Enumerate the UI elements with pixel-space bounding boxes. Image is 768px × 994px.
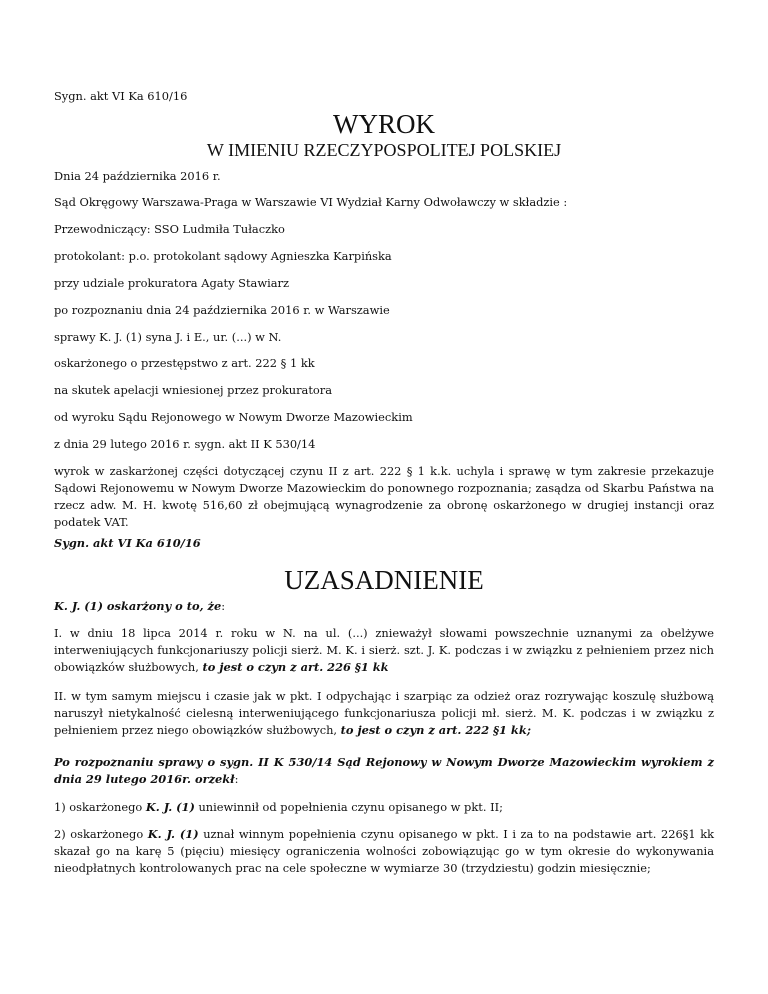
item-2-text: uznał winnym popełnienia czynu opisanego w pkt. I i za to na podstawie art. 226§1 kk skazał go na karę 5 (pięciu) miesięcy ograniczenia wolności zobowiązując go w tym okresie do wykonywania nieodpłatnych kontrolowanych prac na cele społeczne w wymiarze 30 (trzydziestu) godzin miesięcznie; [54,827,714,875]
charge-line: oskarżonego o przestępstwo z art. 222 § 1 kk [54,356,315,370]
accused-intro-bold: K. J. (1) oskarżony o to, że [54,599,222,613]
judgment-date-line: z dnia 29 lutego 2016 r. sygn. akt II K 530/14 [54,437,316,451]
ruling-item-2 [54,826,714,877]
date-line: Dnia 24 października 2016 r. [54,169,221,183]
prosecutor-line: przy udziale prokuratora Agaty Stawiarz [54,276,289,290]
count-1-qualification: to jest o czyn z art. 226 §1 kk [202,660,389,674]
chair-line: Przewodniczący: SSO Ludmiła Tułaczko [54,222,285,236]
accused-intro-colon: : [221,599,226,613]
accused-intro [54,598,714,615]
judgment-subtitle: W IMIENIU RZECZYPOSPOLITEJ POLSKIEJ [206,140,562,160]
item-1-text: uniewinnił od popełnienia czynu opisanego w pkt. II; [194,800,503,814]
count-2-qualification: to jest o czyn z art. 222 §1 kk; [340,723,531,737]
item-1-name: K. J. (1) [145,800,195,814]
clerk-line: protokolant: p.o. protokolant sądowy Agnieszka Karpińska [54,249,392,263]
hearing-line: po rozpoznaniu dnia 24 października 2016 r. w Warszawie [54,303,390,317]
first-instance-colon: : [234,772,239,786]
count-2-text: II. w tym samym miejscu i czasie jak w pkt. I odpychając i szarpiąc za odzież oraz rozrywając koszulę służbową naruszył nietykalność cielesną interweniującego funkcjonariusza policji mł. sierż. M. K. podczas i w związku z pełnieniem przez niego obowiązków służbowych, [54,689,714,737]
ruling-item-1 [54,799,714,816]
first-instance-bold: Po rozpoznaniu sprawy o sygn. II K 530/14 Sąd Rejonowy w Nowym Dworze Mazowieckim wyrokiem z dnia 29 lutego 2016r. orzekł [54,755,714,786]
count-1-paragraph [54,625,714,676]
count-2-paragraph [54,688,714,739]
appeal-line: na skutek apelacji wniesionej przez prokuratora [54,383,332,397]
item-1-prefix: 1) oskarżonego [54,800,146,814]
decision-paragraph: wyrok w zaskarżonej części dotyczącej czynu II z art. 222 § 1 k.k. uchyla i sprawę w tym zakresie przekazuje Sądowi Rejonowemu w Nowym Dworze Mazowieckim do ponownego rozpoznania; zasądza od Skarbu Państwa na rzecz adw. M. H. kwotę 516,60 zł obejmującą wynagrodzenie za obronę oskarżonego w drugiej instancji oraz podatek VAT. [54,464,714,529]
first-instance-paragraph [54,754,714,788]
item-2-name: K. J. (1) [147,827,199,841]
item-2-prefix: 2) oskarżonego [54,827,148,841]
from-judgment-line: od wyroku Sądu Rejonowego w Nowym Dworze Mazowieckim [54,410,413,424]
judgment-title: WYROK [333,109,435,139]
court-line: Sąd Okręgowy Warszawa-Praga w Warszawie VI Wydział Karny Odwoławczy w składzie : [54,195,568,209]
case-number: Sygn. akt VI Ka 610/16 [54,89,188,103]
justification-title: UZASADNIENIE [284,565,484,595]
case-line: sprawy K. J. (1) syna J. i E., ur. (...) w N. [54,330,282,344]
count-1-text: I. w dniu 18 lipca 2014 r. roku w N. na ul. (...) znieważył słowami powszechnie uznanymi za obelżywe interweniujących funkcjonariuszy policji sierż. M. K. i sierż. szt. J. K. podczas i w związku z pełnieniem przez nich obowiązków służbowych, [54,626,714,674]
justification-case-number: Sygn. akt VI Ka 610/16 [54,536,201,550]
